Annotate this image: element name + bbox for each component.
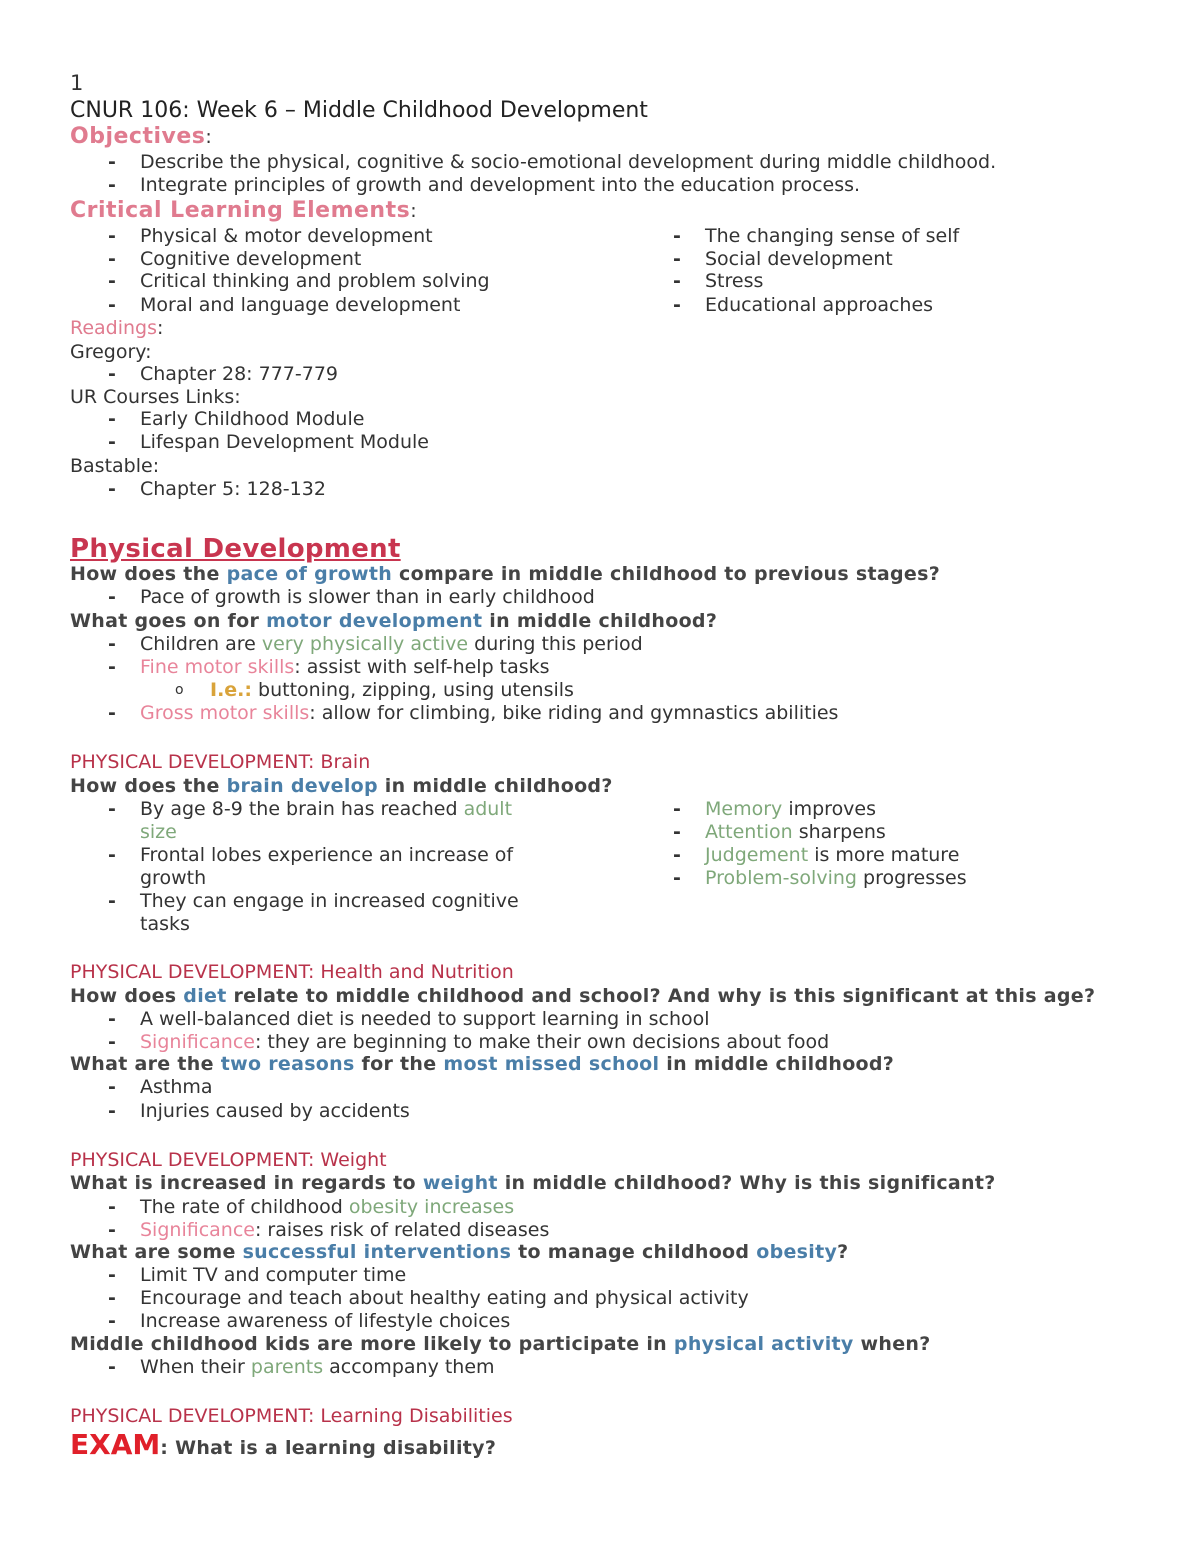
objectives-heading: Objectives: [70, 124, 212, 149]
question: How does the pace of growth compare in middle childhood to previous stages? [70, 563, 941, 585]
question: How does the brain develop in middle childhood? [70, 775, 613, 797]
brain-heading: PHYSICAL DEVELOPMENT: Brain [70, 751, 371, 773]
learning-heading: PHYSICAL DEVELOPMENT: Learning Disabilities [70, 1405, 513, 1427]
critical-heading: Critical Learning Elements: [70, 198, 417, 223]
question: Middle childhood kids are more likely to participate in physical activity when? [70, 1333, 931, 1355]
question: What are the two reasons for the most missed school in middle childhood? [70, 1053, 895, 1075]
question: How does diet relate to middle childhood and school? And why is this significant at this age? [70, 985, 1096, 1007]
physical-heading: Physical Development [70, 534, 401, 564]
question: What is increased in regards to weight in middle childhood? Why is this significant? [70, 1172, 996, 1194]
readings-heading: Readings: [70, 317, 164, 339]
exam-question: EXAM: What is a learning disability? [70, 1428, 497, 1461]
page-number: 1 [70, 71, 84, 95]
weight-heading: PHYSICAL DEVELOPMENT: Weight [70, 1149, 387, 1171]
readings-ur: UR Courses Links: [70, 386, 241, 408]
exam-label: EXAM [70, 1428, 161, 1461]
readings-gregory: Gregory: [70, 341, 152, 363]
health-heading: PHYSICAL DEVELOPMENT: Health and Nutrition [70, 961, 514, 983]
document-title: CNUR 106: Week 6 – Middle Childhood Development [70, 98, 648, 123]
question: What are some successful interventions to manage childhood obesity? [70, 1241, 849, 1263]
readings-bastable: Bastable: [70, 455, 160, 477]
question: What goes on for motor development in middle childhood? [70, 610, 718, 632]
